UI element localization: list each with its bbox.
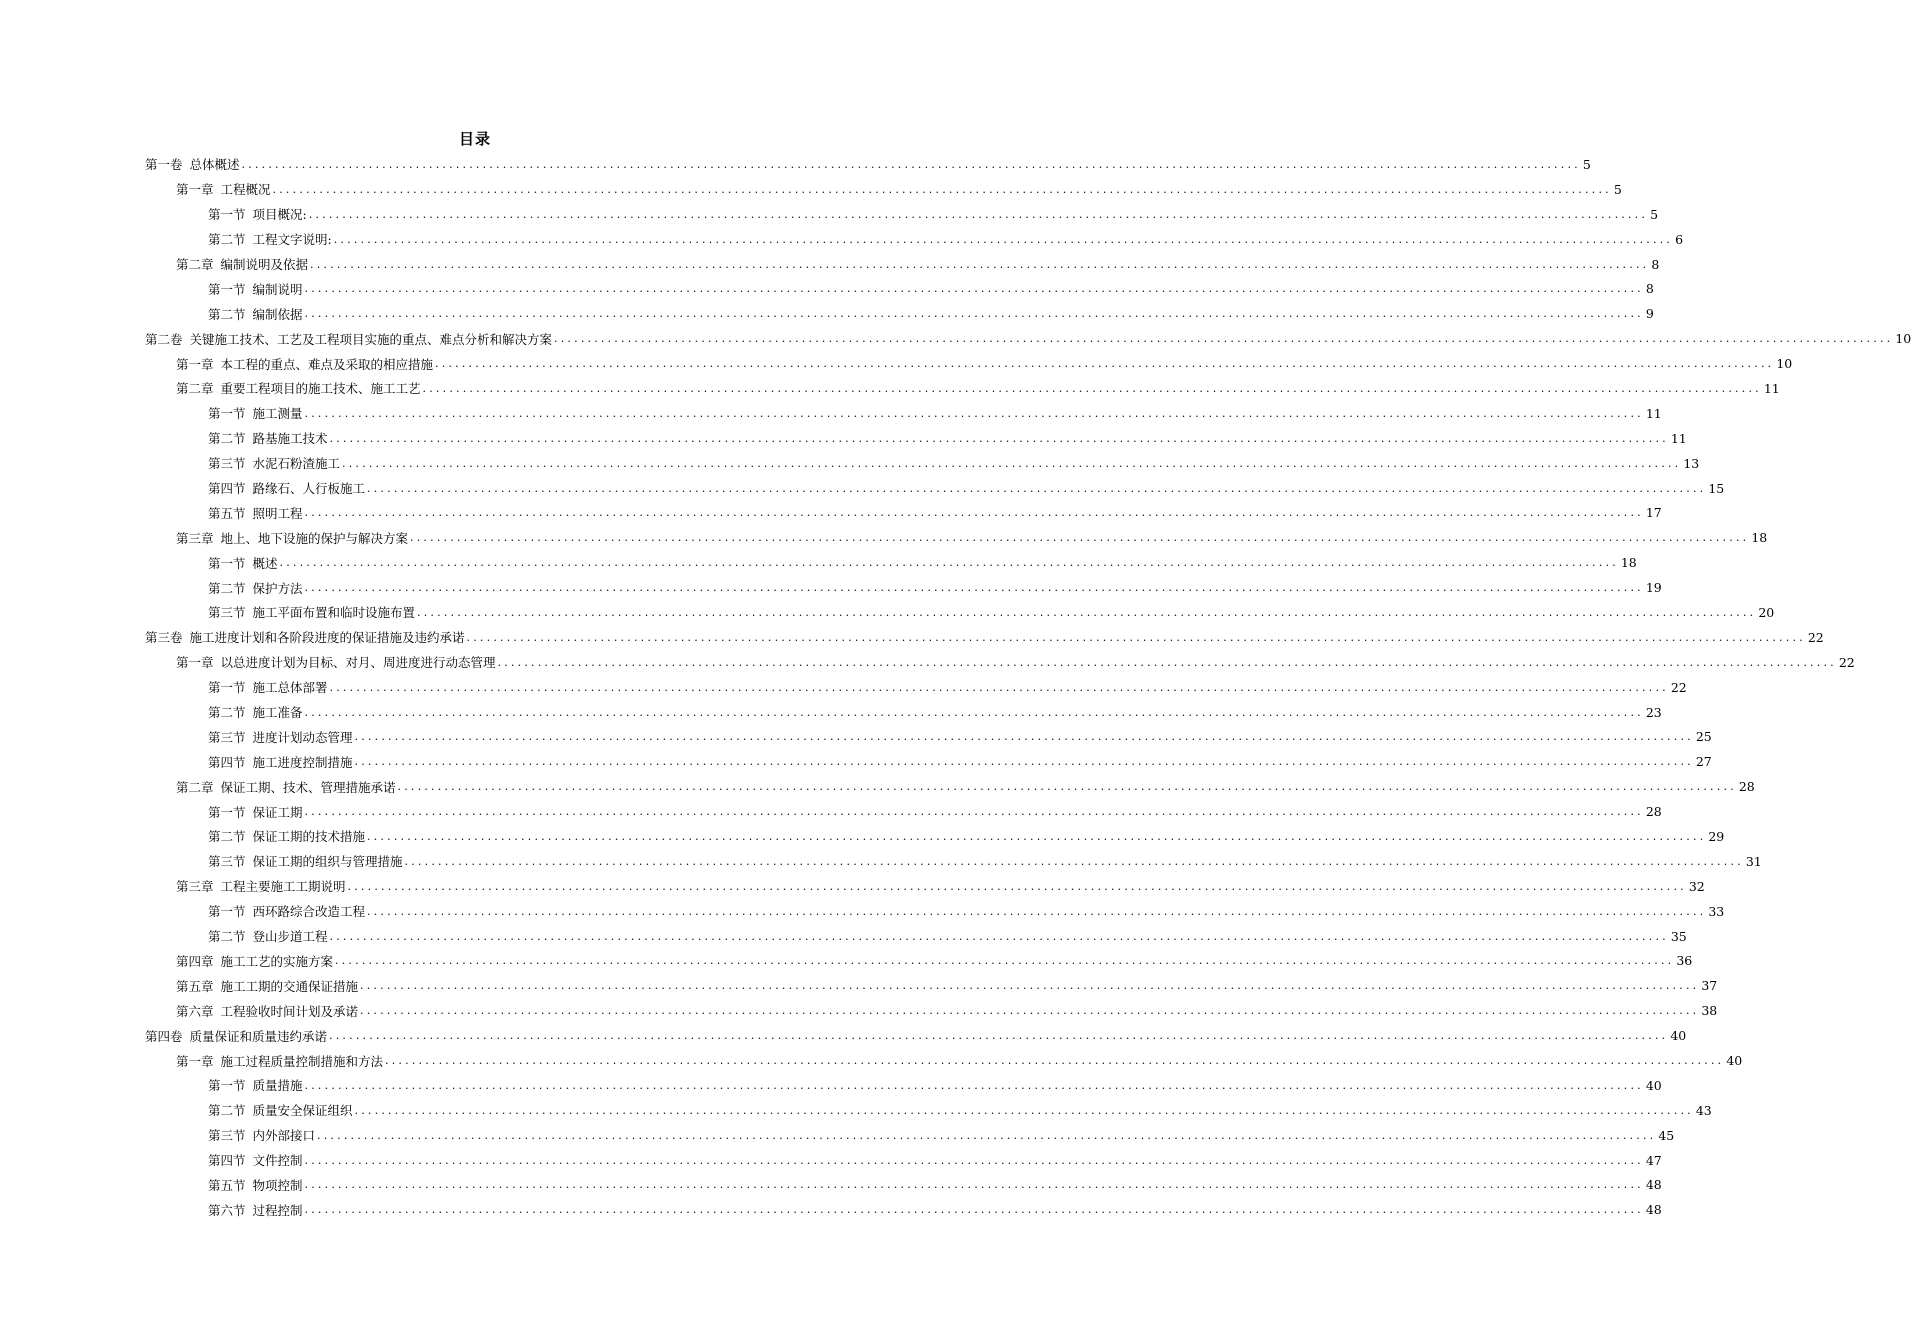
toc-entry-number: 第三节 — [208, 1128, 246, 1144]
toc-page-number: 5 — [1613, 181, 1622, 197]
toc-entry-label — [176, 355, 433, 373]
toc-entry-number: 第三节 — [208, 456, 246, 472]
toc-entry-text: 水泥石粉渣施工 — [252, 456, 341, 472]
toc-entry-label — [176, 778, 396, 796]
toc-entry-label — [176, 877, 346, 895]
toc-dot-leader: ........................................................................................................................................................................................................ — [304, 581, 1644, 595]
toc-entry[interactable] — [145, 276, 1654, 301]
toc-dot-leader: ........................................................................................................................................................................................................ — [367, 829, 1707, 843]
toc-entry-text: 本工程的重点、难点及采取的相应措施 — [220, 356, 434, 372]
toc-dot-leader: ........................................................................................................................................................................................................ — [241, 157, 1581, 171]
toc-entry-number: 第一章 — [176, 655, 214, 671]
toc-entry-label — [176, 529, 408, 547]
toc-entry[interactable] — [145, 1197, 1662, 1222]
toc-page-number: 31 — [1745, 853, 1762, 869]
toc-dot-leader: ........................................................................................................................................................................................................ — [308, 207, 1649, 221]
toc-dot-leader: ........................................................................................................................................................................................................ — [329, 431, 1669, 445]
toc-entry[interactable] — [145, 973, 1718, 998]
toc-entry[interactable] — [145, 824, 1725, 849]
toc-entry[interactable] — [145, 774, 1755, 799]
toc-page-number: 20 — [1758, 604, 1775, 620]
toc-entry-label — [208, 803, 303, 821]
toc-entry-label — [208, 753, 353, 771]
toc-page-number: 28 — [1645, 804, 1662, 820]
toc-entry-text: 编制依据 — [252, 306, 303, 322]
toc-entry-label — [208, 554, 278, 572]
toc-entry-number: 第四节 — [208, 481, 246, 497]
toc-entry[interactable] — [145, 1098, 1712, 1123]
toc-entry-number: 第一节 — [208, 207, 246, 223]
toc-dot-leader: ........................................................................................................................................................................................................ — [354, 1103, 1694, 1117]
toc-entry[interactable] — [145, 1148, 1662, 1173]
toc-entry-label — [208, 703, 303, 721]
toc-entry-text: 地上、地下设施的保护与解决方案 — [220, 530, 409, 546]
toc-entry[interactable] — [145, 351, 1793, 376]
toc-entry-text: 施工进度控制措施 — [252, 754, 353, 770]
toc-entry-label — [208, 603, 415, 621]
toc-entry[interactable] — [145, 575, 1662, 600]
toc-entry-number: 第二节 — [208, 580, 246, 596]
toc-dot-leader: ........................................................................................................................................................................................................ — [417, 605, 1757, 619]
toc-page-number: 15 — [1708, 480, 1725, 496]
toc-entry-label — [208, 479, 365, 497]
toc-entry-text: 工程文字说明: — [252, 232, 332, 248]
toc-page-number: 28 — [1738, 779, 1755, 795]
toc-entry-number: 第五节 — [208, 505, 246, 521]
toc-entry[interactable] — [145, 1023, 1687, 1048]
toc-dot-leader: ........................................................................................................................................................................................................ — [272, 182, 1612, 196]
toc-entry[interactable] — [145, 500, 1662, 525]
toc-entry-number: 第二节 — [208, 232, 246, 248]
toc-entry-text: 保证工期、技术、管理措施承诺 — [220, 779, 396, 795]
toc-entry[interactable] — [145, 749, 1712, 774]
toc-page-number: 5 — [1650, 206, 1659, 222]
toc-entry-number: 第四节 — [208, 754, 246, 770]
toc-entry-text: 质量措施 — [252, 1078, 303, 1094]
toc-entry-label — [208, 504, 303, 522]
toc-dot-leader: ........................................................................................................................................................................................................ — [354, 730, 1694, 744]
toc-entry-label — [145, 1027, 327, 1045]
toc-entry-label — [176, 977, 358, 995]
toc-entry-number: 第三卷 — [145, 630, 183, 646]
toc-entry-text: 重要工程项目的施工技术、施工工艺 — [220, 381, 421, 397]
toc-entry-text: 保证工期的技术措施 — [252, 829, 366, 845]
toc-entry-text: 工程概况 — [220, 182, 271, 198]
toc-dot-leader: ........................................................................................................................................................................................................ — [404, 854, 1744, 868]
toc-entry-text: 登山步道工程 — [252, 929, 328, 945]
toc-entry-number: 第一节 — [208, 406, 246, 422]
toc-entry[interactable] — [145, 899, 1725, 924]
toc-page-number: 10 — [1776, 356, 1793, 372]
toc-entry-text: 总体概述 — [189, 157, 240, 173]
toc-entry-text: 施工进度计划和各阶段进度的保证措施及违约承诺 — [189, 630, 465, 646]
toc-page-number: 22 — [1838, 654, 1855, 670]
toc-entry-label — [176, 379, 421, 397]
toc-entry[interactable] — [145, 1048, 1743, 1073]
toc-entry-text: 施工准备 — [252, 705, 303, 721]
toc-entry-number: 第二卷 — [145, 331, 183, 347]
toc-entry-label — [208, 852, 403, 870]
toc-entry[interactable] — [145, 600, 1775, 625]
toc-entry-number: 第一章 — [176, 356, 214, 372]
toc-entry-number: 第四卷 — [145, 1028, 183, 1044]
toc-page-number: 40 — [1726, 1053, 1743, 1068]
toc-page-number: 47 — [1645, 1152, 1662, 1168]
toc-entry-text: 项目概况: — [252, 207, 307, 223]
toc-dot-leader: ........................................................................................................................................................................................................ — [466, 630, 1806, 644]
toc-entry-text: 保证工期的组织与管理措施 — [252, 854, 403, 870]
toc-entry-number: 第五节 — [208, 1177, 246, 1193]
toc-entry-label — [176, 180, 271, 198]
toc-entry-text: 质量保证和质量违约承诺 — [189, 1028, 328, 1044]
toc-page-number: 22 — [1807, 629, 1824, 645]
toc-page-number: 40 — [1670, 1028, 1687, 1044]
toc-page-number: 33 — [1708, 903, 1725, 919]
toc-entry-text: 施工总体部署 — [252, 680, 328, 696]
toc-entry[interactable] — [145, 451, 1700, 476]
toc-page-number: 32 — [1688, 878, 1705, 894]
toc-entry-label — [208, 927, 328, 945]
toc-entry[interactable] — [145, 301, 1654, 326]
toc-entry-label — [208, 280, 303, 298]
toc-entry-number: 第二节 — [208, 705, 246, 721]
toc-dot-leader: ........................................................................................................................................................................................................ — [497, 655, 1837, 669]
toc-page-number: 10 — [1895, 331, 1911, 347]
toc-dot-leader: ........................................................................................................................................................................................................ — [554, 332, 1894, 346]
toc-page-number: 6 — [1675, 231, 1684, 247]
toc-entry-label — [208, 1126, 315, 1144]
toc-page-number: 5 — [1582, 156, 1591, 172]
toc-entry[interactable] — [145, 1123, 1675, 1148]
toc-entry-text: 工程验收时间计划及承诺 — [220, 1003, 359, 1019]
toc-entry-label — [208, 728, 353, 746]
toc-title: 目录 — [458, 130, 491, 148]
toc-entry[interactable] — [145, 625, 1824, 650]
toc-dot-leader: ........................................................................................................................................................................................................ — [304, 1078, 1644, 1092]
toc-dot-leader: ........................................................................................................................................................................................................ — [329, 680, 1669, 694]
toc-entry[interactable] — [145, 177, 1622, 202]
toc-entry-label — [208, 429, 328, 447]
toc-entry-label — [176, 1052, 383, 1070]
toc-entry-text: 路基施工技术 — [252, 431, 328, 447]
toc-page-number: 29 — [1708, 828, 1725, 844]
toc-dot-leader: ........................................................................................................................................................................................................ — [367, 904, 1707, 918]
toc-page-number: 17 — [1645, 505, 1662, 521]
toc-dot-leader: ........................................................................................................................................................................................................ — [335, 954, 1675, 968]
toc-page-number: 18 — [1751, 530, 1768, 546]
toc-entry-label — [145, 155, 240, 173]
toc-entry-number: 第三节 — [208, 729, 246, 745]
toc-page-number: 19 — [1645, 580, 1662, 596]
toc-entry-label — [208, 1201, 303, 1219]
toc-dot-leader: ........................................................................................................................................................................................................ — [304, 307, 1644, 321]
toc-page-number: 11 — [1645, 405, 1662, 421]
toc-entry-text: 施工工期的交通保证措施 — [220, 978, 359, 994]
toc-entry[interactable] — [145, 874, 1705, 899]
toc-entry-text: 编制说明 — [252, 281, 303, 297]
toc-entry[interactable] — [145, 376, 1780, 401]
toc-entry-label — [208, 1101, 353, 1119]
toc-dot-leader: ........................................................................................................................................................................................................ — [317, 1128, 1657, 1142]
toc-page-number: 23 — [1645, 704, 1662, 720]
toc-entry[interactable] — [145, 799, 1662, 824]
toc-dot-leader: ........................................................................................................................................................................................................ — [397, 780, 1737, 794]
toc-entry-text: 保证工期 — [252, 804, 303, 820]
toc-entry[interactable] — [145, 476, 1725, 501]
toc-entry-label — [145, 330, 552, 348]
toc-entry-number: 第一节 — [208, 555, 246, 571]
toc-entry-label — [208, 579, 303, 597]
toc-entry-text: 质量安全保证组织 — [252, 1103, 353, 1119]
toc-page-number: 22 — [1670, 679, 1687, 695]
toc-entry-number: 第五章 — [176, 978, 214, 994]
toc-page-number: 37 — [1701, 978, 1718, 994]
toc-entry-number: 第三节 — [208, 854, 246, 870]
toc-entry[interactable] — [145, 675, 1687, 700]
toc-page-number: 8 — [1651, 256, 1660, 272]
toc-entry-text: 关键施工技术、工艺及工程项目实施的重点、难点分析和解决方案 — [189, 331, 553, 347]
toc-dot-leader: ........................................................................................................................................................................................................ — [333, 232, 1674, 246]
toc-dot-leader: ........................................................................................................................................................................................................ — [304, 1203, 1644, 1217]
toc-entry-text: 保护方法 — [252, 580, 303, 596]
toc-entry-number: 第二章 — [176, 381, 214, 397]
toc-entry-label — [176, 653, 496, 671]
toc-page-number: 25 — [1695, 729, 1712, 745]
toc-dot-leader: ........................................................................................................................................................................................................ — [367, 481, 1707, 495]
toc-entry-text: 进度计划动态管理 — [252, 729, 353, 745]
toc-dot-leader: ........................................................................................................................................................................................................ — [304, 805, 1644, 819]
toc-entry[interactable] — [145, 924, 1687, 949]
toc-dot-leader: ........................................................................................................................................................................................................ — [360, 979, 1700, 993]
toc-entry-number: 第一节 — [208, 281, 246, 297]
toc-dot-leader: ........................................................................................................................................................................................................ — [410, 531, 1750, 545]
toc-entry-number: 第一节 — [208, 904, 246, 920]
toc-entry-number: 第六章 — [176, 1003, 214, 1019]
toc-entry-text: 照明工程 — [252, 505, 303, 521]
toc-dot-leader: ........................................................................................................................................................................................................ — [304, 1153, 1644, 1167]
toc-entry[interactable] — [145, 525, 1768, 550]
toc-entry[interactable] — [145, 401, 1662, 426]
toc-entry[interactable] — [145, 252, 1660, 277]
toc-entry-number: 第一节 — [208, 680, 246, 696]
toc-entry-number: 第三章 — [176, 879, 214, 895]
toc-entry[interactable] — [145, 700, 1662, 725]
toc-entry-text: 编制说明及依据 — [220, 257, 309, 272]
toc-entry-number: 第二章 — [176, 257, 214, 272]
toc-dot-leader: ........................................................................................................................................................................................................ — [360, 1004, 1700, 1018]
toc-entry-text: 过程控制 — [252, 1202, 303, 1218]
toc-entry-label — [208, 827, 365, 845]
toc-entry-number: 第一节 — [208, 1078, 246, 1094]
toc-entry-label — [208, 230, 332, 248]
toc-dot-leader: ........................................................................................................................................................................................................ — [329, 1029, 1669, 1043]
toc-entry-label — [145, 628, 465, 646]
toc-entry-number: 第三节 — [208, 605, 246, 621]
toc-page-number: 40 — [1645, 1077, 1662, 1093]
toc-entry-number: 第二节 — [208, 929, 246, 945]
toc-page-number: 13 — [1683, 455, 1700, 471]
toc-entry-label — [208, 305, 303, 323]
toc-entry-label — [208, 902, 365, 920]
toc-dot-leader: ........................................................................................................................................................................................................ — [435, 357, 1775, 371]
toc-dot-leader: ........................................................................................................................................................................................................ — [342, 456, 1682, 470]
toc-page-number: 9 — [1645, 306, 1654, 322]
toc-entry-number: 第六节 — [208, 1202, 246, 1218]
toc-entry-number: 第二章 — [176, 779, 214, 795]
toc-entry-label — [176, 1002, 358, 1020]
toc-entry[interactable] — [145, 949, 1693, 974]
toc-page-number: 43 — [1695, 1102, 1712, 1118]
toc-dot-leader: ........................................................................................................................................................................................................ — [385, 1054, 1725, 1067]
toc-entry-number: 第三章 — [176, 530, 214, 546]
toc-dot-leader: ........................................................................................................................................................................................................ — [347, 879, 1687, 893]
toc-page-number: 48 — [1645, 1202, 1662, 1218]
toc-entry-label — [208, 454, 340, 472]
toc-entry-number: 第一卷 — [145, 157, 183, 173]
toc-entry[interactable] — [145, 849, 1762, 874]
toc-entry-number: 第二节 — [208, 829, 246, 845]
toc-dot-leader: ........................................................................................................................................................................................................ — [354, 755, 1694, 769]
toc-entry-label — [208, 404, 303, 422]
toc-entry-text: 以总进度计划为目标、对月、周进度进行动态管理 — [220, 655, 496, 671]
toc-entry[interactable] — [145, 1073, 1662, 1098]
toc-entry-text: 物项控制 — [252, 1177, 303, 1193]
toc-dot-leader: ........................................................................................................................................................................................................ — [304, 282, 1644, 296]
toc-entry-text: 概述 — [252, 555, 278, 571]
toc-entry[interactable] — [145, 326, 1911, 351]
toc-page-number: 36 — [1676, 953, 1693, 969]
toc-entry-label — [208, 1076, 303, 1094]
toc-entry-text: 路缘石、人行板施工 — [252, 481, 366, 497]
toc-entry-number: 第一章 — [176, 182, 214, 198]
toc-entry-number: 第二节 — [208, 431, 246, 447]
toc-entry-text: 施工过程质量控制措施和方法 — [220, 1053, 384, 1069]
toc-page-number: 11 — [1763, 380, 1780, 396]
toc-list — [145, 152, 1911, 1222]
toc-page-number: 38 — [1701, 1003, 1718, 1019]
toc-entry-text: 西环路综合改造工程 — [252, 904, 366, 920]
toc-page-number: 8 — [1645, 281, 1654, 297]
toc-dot-leader: ........................................................................................................................................................................................................ — [304, 705, 1644, 719]
toc-entry-number: 第一章 — [176, 1053, 214, 1069]
toc-entry[interactable] — [145, 152, 1591, 177]
toc-page-number: 48 — [1645, 1177, 1662, 1193]
toc-entry-text: 施工工艺的实施方案 — [220, 953, 334, 969]
toc-entry-text: 施工测量 — [252, 406, 303, 422]
toc-entry-number: 第一节 — [208, 804, 246, 820]
toc-entry-number: 第二节 — [208, 306, 246, 322]
toc-entry[interactable] — [145, 998, 1718, 1023]
toc-entry-label — [208, 205, 307, 223]
toc-entry-text: 施工平面布置和临时设施布置 — [252, 605, 416, 621]
toc-dot-leader: ........................................................................................................................................................................................................ — [310, 257, 1650, 271]
toc-entry-label — [208, 1176, 303, 1194]
toc-entry-label — [176, 255, 308, 273]
toc-entry-label — [208, 1151, 303, 1169]
toc-entry[interactable] — [145, 426, 1687, 451]
toc-page-number: 27 — [1695, 754, 1712, 770]
toc-entry-number: 第四节 — [208, 1153, 246, 1169]
toc-page-number: 18 — [1620, 555, 1637, 571]
toc-dot-leader: ........................................................................................................................................................................................................ — [329, 929, 1669, 943]
toc-entry[interactable] — [145, 202, 1659, 227]
toc-dot-leader: ........................................................................................................................................................................................................ — [422, 381, 1762, 395]
toc-entry-text: 文件控制 — [252, 1153, 303, 1169]
toc-entry-text: 工程主要施工工期说明 — [220, 879, 346, 895]
toc-dot-leader: ........................................................................................................................................................................................................ — [304, 1178, 1644, 1192]
toc-entry-number: 第四章 — [176, 953, 214, 969]
toc-entry[interactable] — [145, 724, 1712, 749]
toc-entry-label — [176, 952, 333, 970]
toc-entry[interactable] — [145, 650, 1855, 675]
toc-page-number: 11 — [1670, 430, 1687, 446]
toc-page-number: 45 — [1658, 1127, 1675, 1143]
toc-dot-leader: ........................................................................................................................................................................................................ — [279, 556, 1619, 570]
toc-dot-leader: ........................................................................................................................................................................................................ — [304, 506, 1644, 520]
toc-entry-text: 内外部接口 — [252, 1128, 316, 1144]
toc-entry-number: 第二节 — [208, 1103, 246, 1119]
toc-entry[interactable] — [145, 227, 1684, 252]
toc-entry[interactable] — [145, 550, 1637, 575]
toc-entry-label — [208, 678, 328, 696]
toc-dot-leader: ........................................................................................................................................................................................................ — [304, 406, 1644, 420]
toc-page-number: 35 — [1670, 928, 1687, 944]
toc-entry[interactable] — [145, 1173, 1662, 1198]
